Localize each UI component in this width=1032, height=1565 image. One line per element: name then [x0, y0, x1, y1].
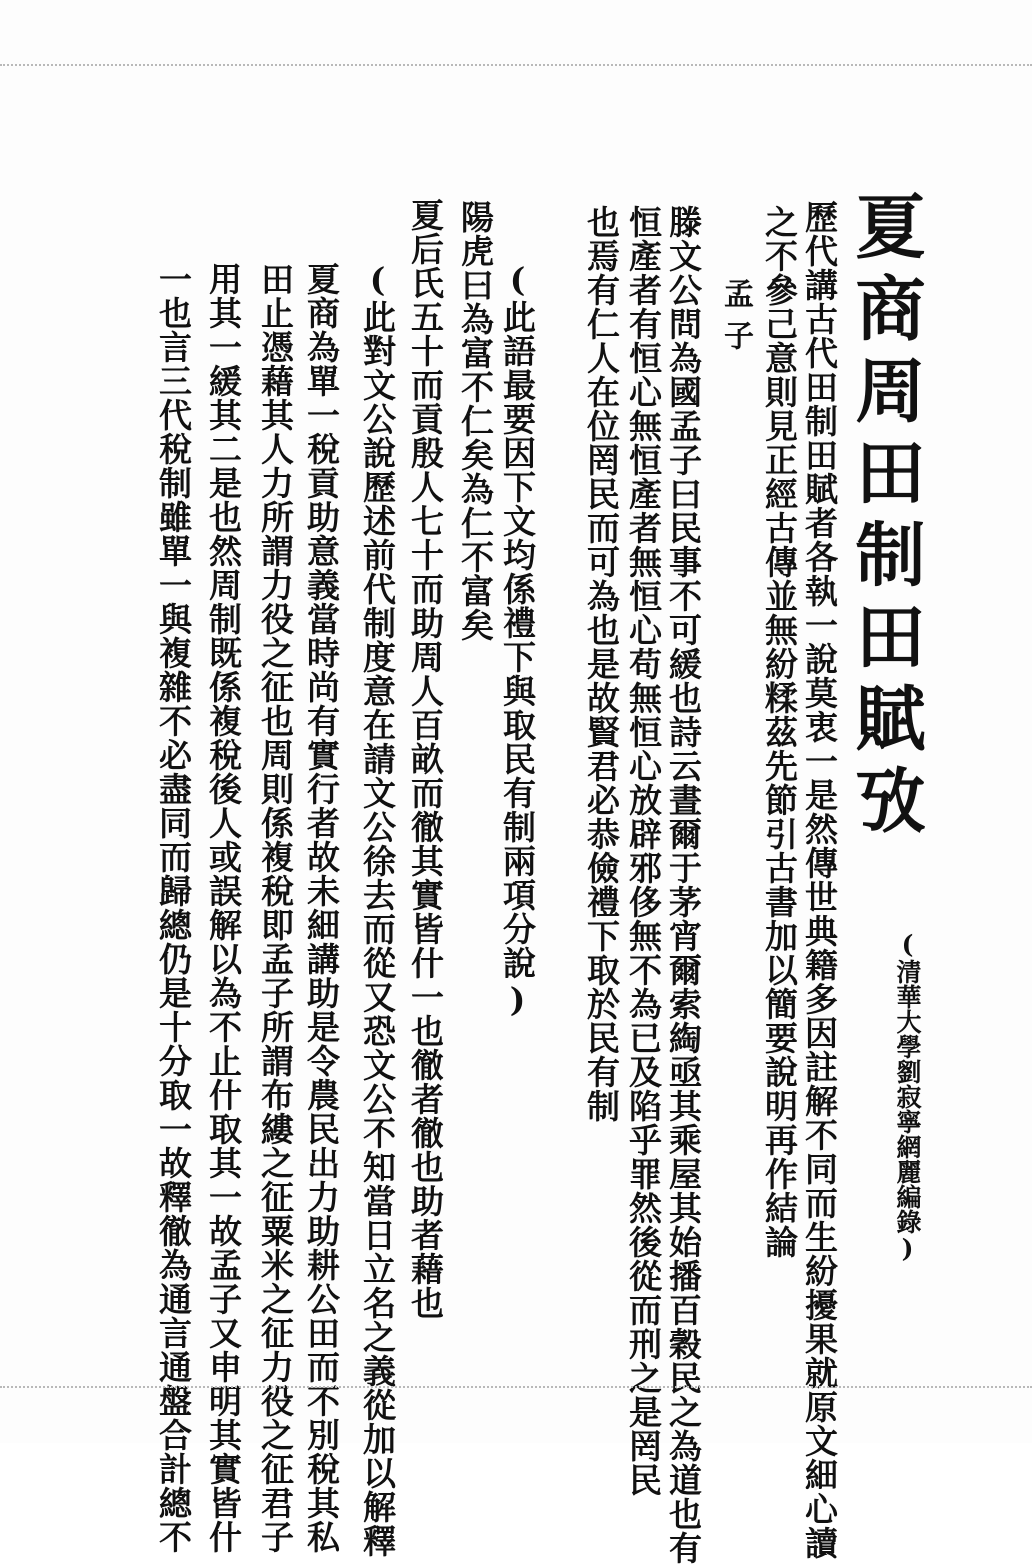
- text-column-1: 歷代講古代田制田賦者各執一說莫衷一是然傳世典籍多因註解不同而生紛擾果就原文細心讀: [800, 200, 839, 1560]
- text-column-13: 用其一緩其二是也然周制既係複稅後人或誤解以為不止什取其一故孟子又申明其實皆什: [204, 262, 243, 1554]
- text-column-6: 也焉有仁人在位罔民而可為也是故賢君必恭儉禮下取於民有制: [582, 205, 621, 1123]
- note-column-10: (此對文公說歷述前代制度意在請文公徐去而從又恐文公不知當日立名之義從加以解釋: [358, 260, 397, 1558]
- author-credit: (清華大學劉寂寧網麗編錄): [893, 930, 922, 1263]
- text-column-14: 一也言三代稅制雖單一與複雜不必盡同而歸總仍是十分取一故釋徹為通言通盤合計總不: [154, 262, 193, 1554]
- text-column-11: 夏商為單一稅貢助意義當時尚有實行者故未細講助是令農民出力助耕公田而不別稅其私: [302, 262, 341, 1554]
- text-column-9: 夏后氏五十而貢殷人七十而助周人百畝而徹其實皆什一也徹者徹也助者藉也: [406, 198, 445, 1320]
- text-column-12: 田止憑藉其人力所謂力役之征也周則係複稅即孟子所謂布縷之征粟米之征力役之征君子: [256, 262, 295, 1554]
- section-heading-mengzi: 孟子: [718, 278, 753, 362]
- note-column-7: (此語最要因下文均係禮下與取民有制兩項分說): [498, 260, 537, 1020]
- text-column-8: 陽虎曰為富不仁矣為仁不富矣: [456, 200, 495, 642]
- text-column-5: 恒產者有恒心無恒產者無恒心苟無恒心放辟邪侈無不為已及陷乎罪然後從而刑之是罔民: [624, 205, 663, 1497]
- document-title: 夏商周田制田賦攷: [844, 190, 927, 846]
- text-column-2: 之不參己意則見正經古傳並無紛糅茲先節引古書加以簡要說明再作結論: [760, 205, 799, 1259]
- bottom-dotted-border: [0, 1386, 1032, 1388]
- text-column-4: 滕文公問為國孟子曰民事不可緩也詩云晝爾于茅宵爾索綯亟其乘屋其始播百穀民之為道也有: [664, 205, 703, 1565]
- top-dotted-border: [0, 64, 1032, 66]
